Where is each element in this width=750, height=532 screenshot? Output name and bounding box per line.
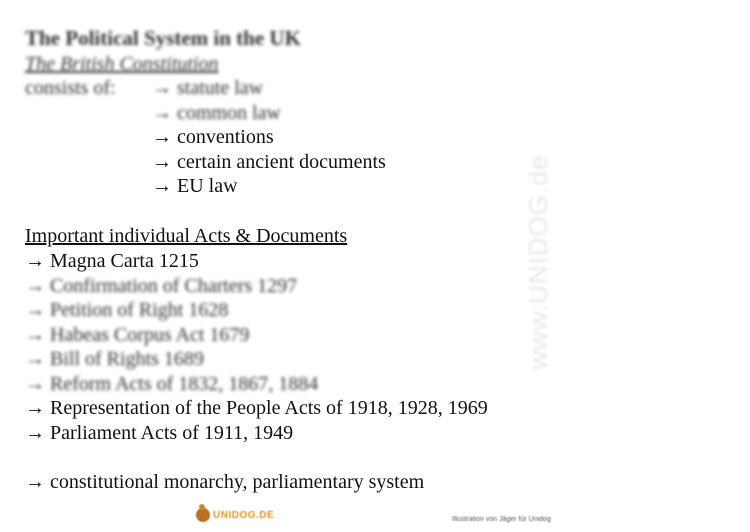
consists-of-label: consists of: — [25, 77, 116, 99]
footer-credit: Illustration von Jäger für Unidog — [452, 516, 551, 523]
watermark-text: www.UNIDOG.de — [523, 154, 553, 370]
footer-logo — [196, 508, 274, 522]
act-item: → Parliament Acts of 1911, 1949 — [25, 421, 294, 444]
constitution-source-item: → common law — [152, 101, 281, 124]
footer-logo-text: UNIDOG.DE — [213, 509, 275, 521]
act-item: → Bill of Rights 1689 — [25, 348, 204, 370]
act-item: → Magna Carta 1215 — [25, 250, 199, 272]
document-title: The Political System in the UK — [25, 26, 301, 50]
constitution-source-item: → statute law — [152, 77, 264, 99]
act-item: → Confirmation of Charters 1297 — [25, 274, 298, 297]
act-item: → Representation of the People Acts of 1918, 1928, 1969 — [25, 397, 488, 419]
constitution-source-item: → EU law — [152, 175, 238, 197]
constitution-source-item: → certain ancient documents — [152, 150, 386, 173]
act-item: → Petition of Right 1628 — [25, 299, 229, 321]
acts-heading: Important individual Acts & Documents — [25, 225, 348, 247]
conclusion-line: → constitutional monarchy, parliamentary system — [25, 471, 425, 493]
constitution-source-item: → conventions — [152, 126, 274, 148]
document-subtitle: The British Constitution — [25, 53, 219, 75]
act-item: → Habeas Corpus Act 1679 — [25, 323, 250, 346]
act-item: → Reform Acts of 1832, 1867, 1884 — [25, 372, 319, 395]
dog-mascot-icon — [196, 508, 210, 522]
